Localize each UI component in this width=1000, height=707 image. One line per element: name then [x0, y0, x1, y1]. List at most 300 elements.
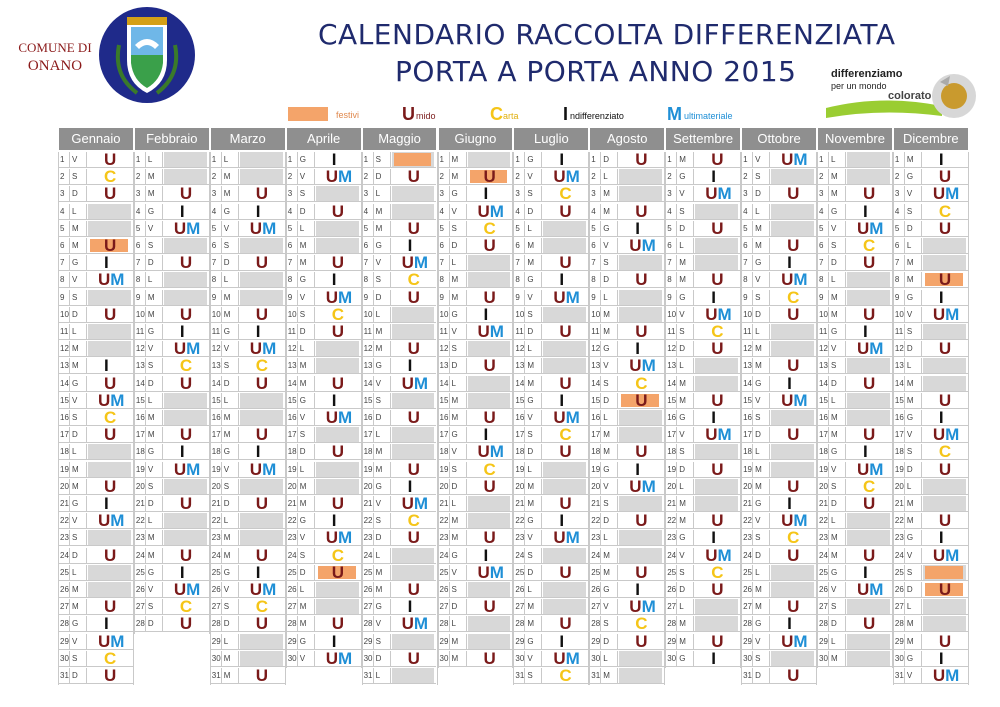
day-row — [286, 530, 361, 546]
collection-mark — [104, 648, 117, 668]
cell-divider — [600, 565, 601, 581]
day-row — [362, 358, 437, 374]
collection-mark — [711, 152, 723, 168]
empty-day-shade — [468, 376, 511, 391]
cell-divider — [600, 496, 601, 512]
collection-letter-C: C — [331, 304, 344, 324]
day-row — [134, 530, 209, 546]
cell-divider — [600, 462, 601, 478]
cell-divider — [390, 530, 391, 546]
cell-divider — [524, 255, 525, 271]
day-row — [362, 582, 437, 598]
day-row — [210, 444, 285, 460]
cell-divider — [238, 204, 239, 220]
collection-mark — [863, 616, 875, 632]
day-number: 2 — [515, 172, 520, 182]
cell-divider — [600, 651, 601, 667]
day-number: 4 — [287, 206, 293, 216]
empty-day-shade — [164, 290, 207, 305]
weekday-letter: M — [147, 189, 155, 199]
cell-divider — [86, 376, 87, 392]
collection-mark — [255, 304, 269, 324]
weekday-letter: S — [299, 189, 306, 199]
weekday-letter: G — [603, 585, 610, 594]
cell-divider — [373, 565, 374, 581]
day-number: 30 — [667, 653, 677, 663]
day-row — [58, 272, 133, 288]
cell-divider — [221, 186, 222, 202]
cell-divider — [238, 651, 239, 667]
empty-day-shade — [468, 616, 511, 631]
weekday-letter: M — [679, 395, 686, 405]
day-number: 9 — [591, 292, 596, 302]
day-number: 21 — [363, 499, 373, 508]
day-number: 29 — [439, 636, 449, 646]
cell-divider — [828, 651, 829, 667]
weekday-letter: D — [527, 567, 534, 577]
cell-divider — [676, 444, 677, 460]
cell-divider — [921, 548, 922, 564]
cell-divider — [921, 169, 922, 185]
cell-divider — [904, 307, 905, 323]
day-row — [438, 152, 513, 168]
collection-letter-M: M — [186, 218, 201, 238]
day-row — [286, 631, 361, 651]
cell-divider — [617, 496, 618, 512]
cell-divider — [828, 238, 829, 254]
weekday-letter: V — [72, 155, 78, 164]
collection-letter-M: M — [262, 339, 277, 359]
day-row — [362, 599, 437, 615]
collection-mark — [98, 631, 125, 651]
day-row — [589, 290, 664, 306]
collection-mark — [711, 562, 724, 582]
weekday-letter: V — [906, 189, 913, 199]
comune-name: ONANO — [27, 58, 83, 74]
collection-letter-M: M — [869, 218, 884, 238]
cell-divider — [238, 272, 239, 288]
cell-divider — [524, 496, 525, 512]
collection-letter-U: U — [553, 528, 566, 548]
weekday-letter: G — [679, 413, 686, 422]
cell-divider — [86, 393, 87, 409]
day-row — [893, 201, 968, 221]
day-number: 16 — [894, 413, 904, 422]
weekday-letter: L — [299, 585, 305, 594]
weekday-letter: M — [147, 413, 155, 422]
day-number: 11 — [894, 327, 904, 336]
cell-divider — [69, 427, 70, 443]
cell-divider — [238, 410, 239, 426]
cell-divider — [676, 221, 677, 237]
day-number: 29 — [819, 636, 828, 646]
legend-umido-letter: U — [402, 104, 415, 124]
day-row — [58, 565, 133, 581]
empty-day-shade — [695, 479, 738, 494]
empty-day-shade — [316, 427, 359, 442]
weekday-letter: S — [755, 653, 761, 663]
empty-day-shade — [316, 479, 359, 494]
empty-day-shade — [392, 324, 435, 339]
day-number: 3 — [135, 189, 141, 199]
day-number: 31 — [60, 671, 69, 680]
day-number: 23 — [591, 533, 601, 543]
empty-day-shade — [468, 255, 511, 270]
day-row — [286, 599, 361, 615]
day-number: 7 — [667, 258, 672, 268]
collection-letter-U: U — [932, 425, 946, 445]
day-number: 28 — [60, 619, 69, 629]
collection-mark — [484, 599, 496, 615]
day-row — [362, 444, 437, 460]
weekday-letter: L — [603, 533, 608, 543]
weekday-letter: M — [375, 223, 383, 233]
empty-day-shade — [468, 272, 511, 287]
day-number: 20 — [363, 481, 373, 491]
collection-mark — [331, 304, 344, 324]
day-number: 10 — [591, 309, 601, 319]
day-number: 29 — [894, 636, 904, 646]
collection-letter-U: U — [407, 167, 420, 187]
day-number: 23 — [60, 533, 69, 543]
cell-divider — [145, 169, 146, 185]
cell-divider — [69, 324, 70, 340]
collection-letter-U: U — [787, 545, 800, 565]
collection-mark — [255, 545, 269, 565]
day-number: 8 — [743, 275, 748, 285]
weekday-letter: G — [451, 550, 458, 560]
weekday-letter: L — [223, 275, 229, 285]
cell-divider — [297, 152, 298, 168]
day-number: 11 — [135, 327, 145, 336]
collection-letter-U: U — [407, 580, 420, 599]
cell-divider — [86, 238, 87, 254]
day-number: 15 — [894, 395, 904, 405]
collection-mark — [559, 272, 564, 288]
day-number: 11 — [515, 327, 524, 336]
day-row — [513, 238, 588, 254]
cell-divider — [314, 169, 315, 185]
day-row — [665, 255, 740, 271]
weekday-letter: L — [223, 155, 229, 164]
weekday-letter: M — [603, 327, 610, 336]
cell-divider — [297, 530, 298, 546]
cell-divider — [162, 324, 163, 340]
cell-divider — [845, 479, 846, 495]
cell-divider — [752, 427, 753, 443]
cell-divider — [617, 238, 618, 254]
weekday-letter: M — [375, 327, 383, 336]
cell-divider — [676, 496, 677, 512]
collection-letter-U: U — [711, 270, 724, 290]
day-number: 3 — [667, 189, 672, 199]
empty-day-shade — [695, 358, 738, 373]
collection-mark — [635, 373, 648, 393]
cell-divider — [297, 462, 298, 478]
weekday-letter: M — [679, 378, 686, 388]
day-number: 15 — [515, 395, 525, 405]
day-row — [817, 513, 892, 529]
day-number: 12 — [591, 344, 601, 354]
cell-divider — [693, 582, 694, 598]
collection-letter-U: U — [787, 425, 800, 445]
cell-divider — [373, 186, 374, 202]
day-number: 16 — [819, 413, 828, 422]
empty-day-shade — [695, 444, 738, 459]
cell-divider — [162, 548, 163, 564]
collection-mark — [635, 390, 648, 410]
collection-letter-U: U — [98, 631, 111, 651]
empty-day-shade — [543, 582, 586, 597]
day-number: 14 — [667, 378, 677, 388]
day-row — [741, 186, 816, 202]
cell-divider — [314, 427, 315, 443]
day-number: 14 — [287, 378, 297, 388]
weekday-letter: V — [755, 155, 761, 164]
cell-divider — [86, 565, 87, 581]
collection-letter-U: U — [705, 545, 718, 565]
cell-divider — [524, 530, 525, 546]
day-row — [893, 599, 968, 615]
weekday-letter: M — [451, 172, 459, 182]
collection-letter-U: U — [711, 631, 724, 651]
cell-divider — [297, 479, 298, 495]
cell-divider — [845, 238, 846, 254]
day-row — [513, 373, 588, 393]
day-row — [893, 668, 968, 684]
collection-mark — [104, 373, 117, 393]
collection-letter-M: M — [945, 666, 960, 685]
cell-divider — [314, 530, 315, 546]
day-number: 9 — [135, 292, 141, 302]
day-number: 22 — [894, 516, 904, 526]
collection-letter-I: I — [331, 511, 337, 531]
cell-divider — [69, 272, 70, 288]
collection-letter-U: U — [104, 373, 117, 393]
day-number: 4 — [515, 206, 520, 216]
day-row — [817, 651, 892, 667]
day-row — [286, 287, 361, 307]
cell-divider — [221, 169, 222, 185]
collection-letter-U: U — [863, 494, 876, 513]
weekday-letter: M — [755, 223, 762, 233]
collection-letter-M: M — [717, 304, 732, 324]
logo-text: colorato — [888, 90, 932, 102]
collection-mark — [484, 186, 489, 202]
weekday-letter: M — [679, 499, 686, 508]
day-row — [286, 272, 361, 288]
collection-letter-U: U — [629, 356, 642, 376]
day-number: 24 — [894, 550, 904, 560]
weekday-letter: D — [72, 671, 78, 680]
cell-divider — [769, 496, 770, 512]
day-number: 10 — [743, 309, 752, 319]
cell-divider — [297, 272, 298, 288]
cell-divider — [524, 169, 525, 185]
day-row — [817, 324, 892, 340]
day-row — [893, 631, 968, 651]
comune-crest-logo — [97, 5, 197, 105]
day-number: 19 — [135, 464, 145, 474]
day-number: 22 — [667, 516, 677, 526]
day-number: 28 — [667, 619, 677, 629]
day-row — [589, 169, 664, 185]
weekday-letter: L — [755, 447, 760, 457]
cell-divider — [86, 582, 87, 598]
cell-divider — [541, 410, 542, 426]
cell-divider — [466, 341, 467, 357]
weekday-letter: V — [451, 327, 457, 336]
empty-day-shade — [771, 444, 814, 459]
cell-divider — [541, 290, 542, 306]
day-number: 31 — [894, 671, 904, 680]
cell-divider — [145, 616, 146, 632]
collection-letter-U: U — [255, 614, 269, 634]
weekday-letter: D — [603, 155, 610, 164]
collection-letter-M: M — [793, 270, 808, 290]
weekday-letter: V — [906, 550, 913, 560]
collection-letter-U: U — [407, 339, 420, 359]
weekday-letter: S — [831, 241, 837, 250]
cell-divider — [693, 444, 694, 460]
cell-divider — [221, 462, 222, 478]
collection-letter-U: U — [407, 218, 420, 238]
empty-day-shade — [771, 221, 814, 236]
collection-letter-M: M — [489, 562, 504, 582]
cell-divider — [466, 186, 467, 202]
day-row — [589, 562, 664, 582]
day-number: 14 — [515, 378, 525, 388]
day-row — [817, 427, 892, 443]
cell-divider — [617, 393, 618, 409]
weekday-letter: G — [72, 258, 79, 268]
empty-day-shade — [392, 634, 435, 649]
day-number: 29 — [60, 636, 69, 646]
cell-divider — [769, 324, 770, 340]
weekday-letter: G — [906, 533, 914, 543]
day-number: 17 — [591, 430, 601, 440]
weekday-letter: V — [679, 309, 685, 319]
cell-divider — [314, 358, 315, 374]
collection-letter-I: I — [407, 236, 413, 255]
day-row — [286, 390, 361, 410]
day-number: 24 — [819, 550, 828, 560]
day-row — [210, 479, 285, 495]
day-number: 12 — [211, 344, 221, 354]
month-header-settembre: Settembre — [666, 128, 740, 150]
weekday-letter: M — [603, 189, 610, 199]
empty-day-shade — [88, 290, 131, 305]
collection-letter-U: U — [559, 253, 572, 273]
cell-divider — [524, 513, 525, 529]
day-number: 19 — [743, 464, 752, 474]
day-row — [893, 496, 968, 512]
day-number: 29 — [211, 636, 221, 646]
collection-mark — [408, 169, 420, 185]
day-row — [134, 201, 209, 221]
collection-letter-U: U — [179, 184, 193, 204]
month-header-agosto: Agosto — [590, 128, 664, 150]
weekday-letter: M — [147, 550, 155, 560]
day-number: 12 — [894, 344, 904, 354]
cell-divider — [693, 530, 694, 546]
cell-divider — [752, 393, 753, 409]
cell-divider — [373, 272, 374, 288]
cell-divider — [676, 272, 677, 288]
weekday-letter: M — [679, 275, 686, 285]
day-row — [893, 152, 968, 168]
cell-divider — [466, 169, 467, 185]
empty-day-shade — [695, 599, 738, 614]
cell-divider — [524, 204, 525, 220]
cell-divider — [466, 496, 467, 512]
cell-divider — [693, 410, 694, 426]
day-number: 14 — [894, 378, 904, 388]
empty-day-shade — [619, 496, 662, 511]
collection-mark — [408, 513, 420, 529]
cell-divider — [238, 427, 239, 443]
collection-letter-U: U — [483, 528, 496, 548]
collection-letter-U: U — [863, 253, 876, 273]
day-number: 9 — [894, 292, 900, 302]
weekday-letter: G — [299, 275, 306, 285]
cell-divider — [693, 599, 694, 615]
day-row — [513, 631, 588, 651]
collection-mark — [483, 476, 496, 496]
weekday-letter: V — [527, 653, 533, 663]
cell-divider — [145, 530, 146, 546]
collection-mark — [559, 631, 565, 651]
cell-divider — [145, 427, 146, 443]
cell-divider — [69, 462, 70, 478]
empty-day-shade — [543, 307, 586, 322]
cell-divider — [693, 272, 694, 288]
collection-mark — [938, 218, 952, 238]
day-row — [362, 548, 437, 564]
day-number: 19 — [363, 464, 373, 474]
day-row — [893, 513, 968, 529]
day-number: 22 — [211, 516, 221, 526]
day-row — [438, 582, 513, 598]
weekday-letter: L — [527, 585, 532, 594]
empty-day-shade — [923, 599, 966, 614]
day-row — [817, 304, 892, 324]
cell-divider — [541, 255, 542, 271]
collection-letter-M: M — [641, 476, 656, 496]
weekday-letter: S — [299, 550, 306, 560]
day-row — [589, 255, 664, 271]
collection-letter-I: I — [711, 648, 716, 668]
day-number: 12 — [819, 344, 828, 354]
cell-divider — [769, 599, 770, 615]
cell-divider — [904, 410, 905, 426]
day-number: 21 — [515, 499, 525, 508]
cell-divider — [752, 651, 753, 667]
empty-day-shade — [240, 530, 283, 545]
day-number: 5 — [894, 223, 900, 233]
collection-letter-M: M — [793, 150, 808, 169]
cell-divider — [676, 376, 677, 392]
day-number: 3 — [515, 189, 520, 199]
weekday-letter: L — [147, 275, 153, 285]
collection-letter-U: U — [559, 494, 572, 513]
weekday-letter: D — [375, 172, 382, 182]
weekday-letter: V — [527, 172, 533, 182]
weekday-letter: S — [755, 172, 761, 182]
weekday-letter: M — [147, 292, 155, 302]
cell-divider — [921, 668, 922, 684]
cell-divider — [466, 272, 467, 288]
